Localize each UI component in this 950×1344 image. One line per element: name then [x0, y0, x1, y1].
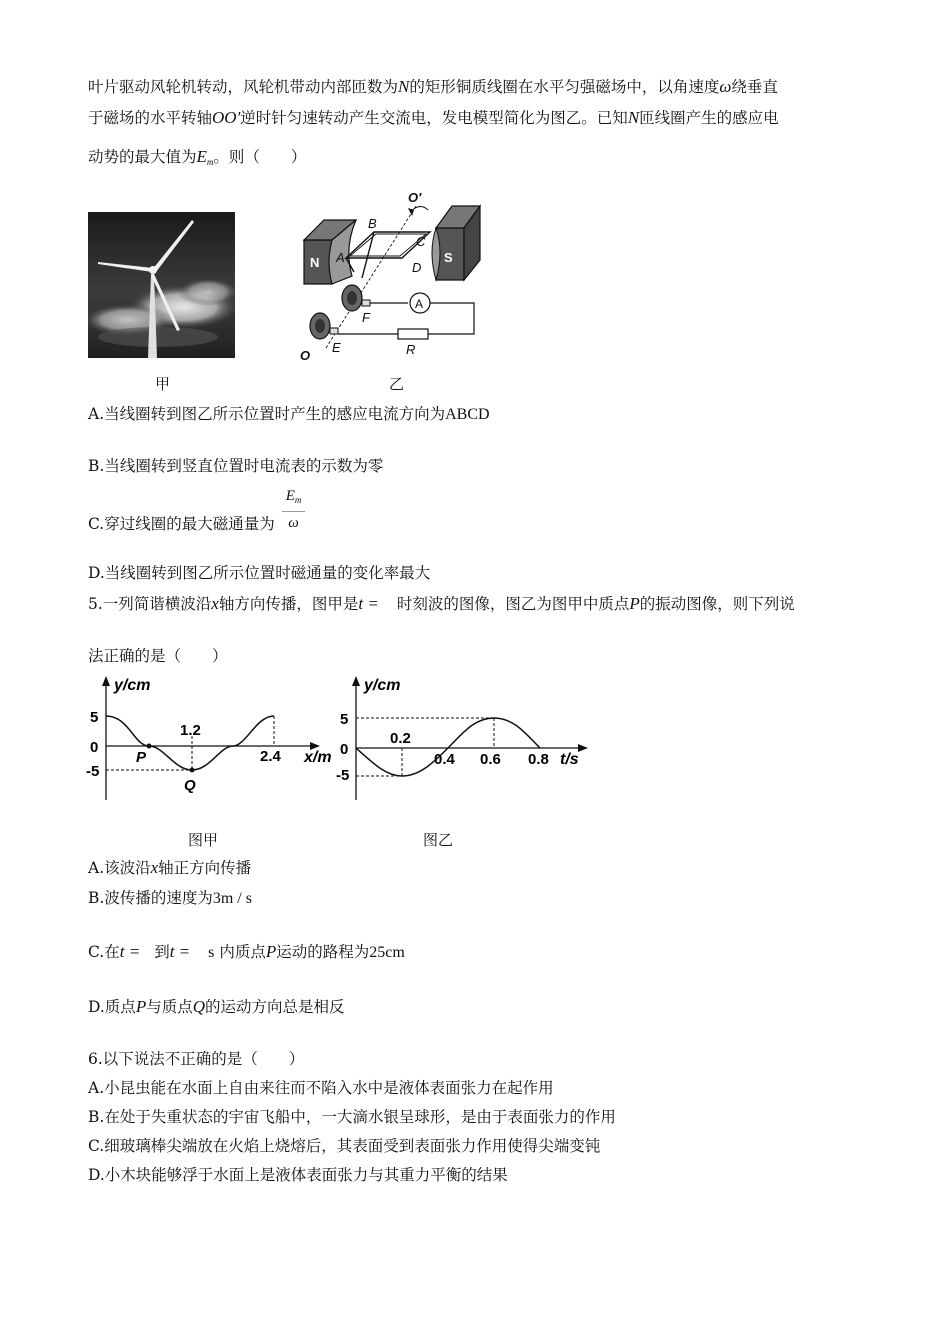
wind-turbine-photo: [88, 212, 235, 358]
yi-ytick-neg5: -5: [336, 767, 350, 784]
q5-stem-line2: 法正确的是（ ）: [88, 647, 228, 665]
q4-option-D: D.当线圈转到图乙所示位置时磁通量的变化率最大: [88, 564, 431, 582]
jia-xtick-2.4: 2.4: [260, 748, 281, 765]
q4-stem-line3: 动势的最大值为$E_m$。则（ ）: [88, 147, 307, 167]
yi-xlabel: t/s: [560, 751, 579, 768]
symbol-N-2: N: [627, 108, 640, 127]
q4-option-B: B.当线圈转到竖直位置时电流表的示数为零: [88, 457, 384, 475]
q4-option-C: C.穿过线圈的最大磁通量为 $\frac{E_m}{\omega}$: [88, 505, 305, 545]
q4-option-A: A.当线圈转到图乙所示位置时产生的感应电流方向为ABCD: [88, 405, 490, 423]
generator-diagram: [296, 188, 486, 364]
q6-option-A: A.小昆虫能在水面上自由来往而不陷入水中是液体表面张力在起作用: [88, 1079, 554, 1097]
symbol-OO: OO′: [212, 108, 241, 127]
yi-ytick-5: 5: [340, 711, 349, 728]
jia-ytick-5: 5: [90, 709, 99, 726]
q5-option-B: B.波传播的速度为3m / s: [88, 889, 252, 907]
symbol-N: N: [398, 77, 410, 96]
brush-label-F: F: [362, 310, 370, 325]
ammeter-label: A: [415, 297, 424, 311]
yi-xtick-0.8: 0.8: [528, 751, 549, 768]
fraction-Em-over-omega: $\frac{E_m}{\omega}$: [282, 485, 306, 534]
q5-option-C: C.在t = 到t = s 内质点P运动的路程为25cm: [88, 942, 405, 961]
coil-label-A: A: [336, 250, 345, 265]
yi-ylabel: y/cm: [364, 677, 401, 694]
q5-stem-line1: 5.一列简谐横波沿x轴方向传播，图甲是t = 时刻波的图像，图乙为图甲中质点P的振动图像，则下列说: [88, 594, 795, 613]
fig-jia-caption: 甲: [155, 375, 171, 393]
magnet-N-label: N: [310, 255, 320, 270]
yi-ytick-0: 0: [340, 741, 349, 758]
jia-xtick-1.2: 1.2: [180, 722, 201, 739]
resistor-label: R: [406, 342, 416, 357]
q6-option-C: C.细玻璃棒尖端放在火焰上烧熔后，其表面受到表面张力作用使得尖端变钝: [88, 1137, 601, 1155]
jia-ylabel: y/cm: [114, 677, 151, 694]
jia-xlabel: x/m: [304, 749, 332, 766]
q6-option-B: B.在处于失重状态的宇宙飞船中，一大滴水银呈球形，是由于表面张力的作用: [88, 1108, 616, 1126]
jia-point-P: P: [136, 749, 147, 766]
graph-yi-caption: 图乙: [423, 831, 454, 849]
brush-label-E: E: [332, 340, 341, 355]
axis-label-O-prime: O′: [408, 190, 422, 205]
fig-yi-caption: 乙: [389, 375, 405, 393]
q6-stem: 6.以下说法不正确的是（ ）: [88, 1050, 305, 1068]
coil-label-B: B: [368, 216, 377, 231]
yi-xtick-0.2: 0.2: [390, 730, 411, 747]
jia-ytick-0: 0: [90, 739, 99, 756]
symbol-omega: ω: [719, 77, 732, 96]
q5-option-A: A.该波沿x轴正方向传播: [88, 858, 252, 877]
q4-stem-line2: 于磁场的水平转轴OO′逆时针匀速转动产生交流电，发电模型简化为图乙。已知N匝线圈产生的感应电: [88, 108, 779, 127]
coil-label-D: D: [412, 260, 422, 275]
magnet-S-label: S: [444, 250, 453, 265]
symbol-Em: $E_m$: [196, 147, 214, 167]
yi-xtick-0.6: 0.6: [480, 751, 501, 768]
q4-stem-line1: 叶片驱动风轮机转动，风轮机带动内部匝数为N的矩形铜质线圈在水平匀强磁场中，以角速度ω绕垂直: [88, 77, 778, 96]
jia-ytick-neg5: -5: [86, 763, 100, 780]
coil-label-C: C: [416, 234, 426, 249]
graph-jia-caption: 图甲: [188, 831, 219, 849]
vibration-graph-yi: [334, 672, 596, 804]
q6-option-D: D.小木块能够浮于水面上是液体表面张力与其重力平衡的结果: [88, 1166, 508, 1184]
axis-label-O: O: [300, 348, 311, 363]
q5-option-D: D.质点P与质点Q的运动方向总是相反: [88, 997, 345, 1016]
jia-point-Q: Q: [184, 777, 196, 794]
wave-graph-jia: [84, 672, 349, 804]
yi-xtick-0.4: 0.4: [434, 751, 455, 768]
